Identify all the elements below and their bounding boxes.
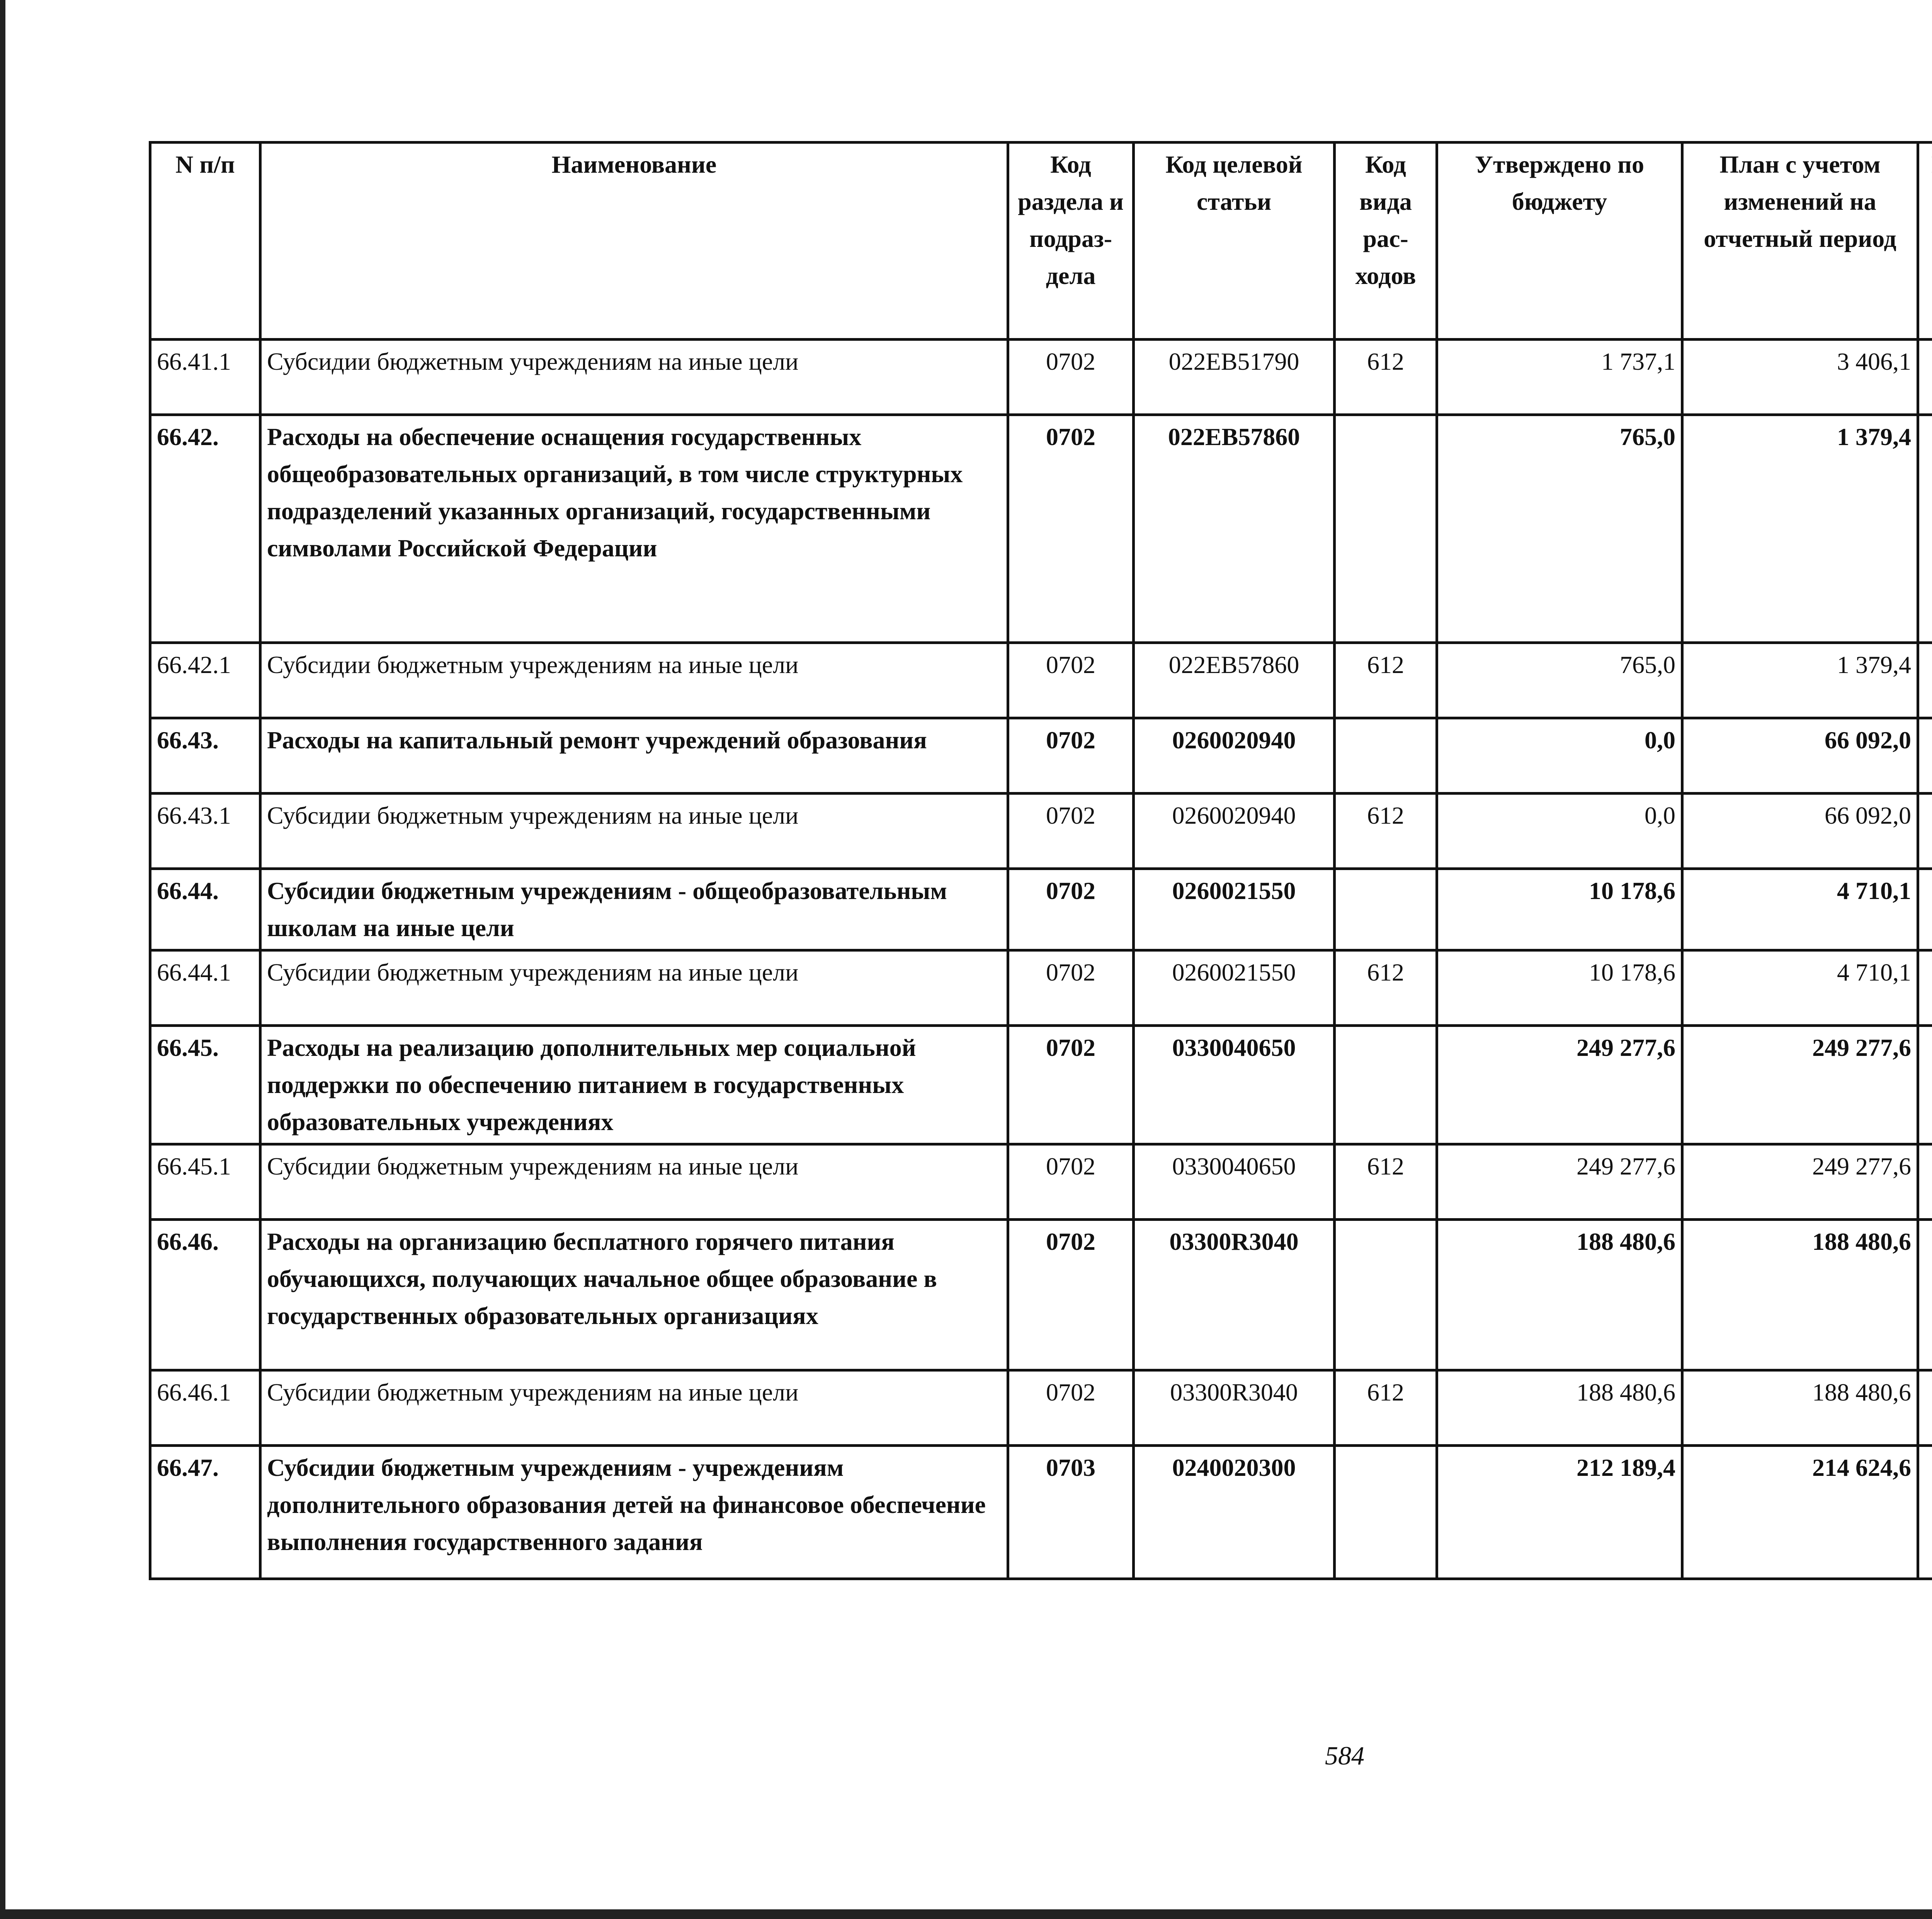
- header-approved: Утверждено по бюджету: [1437, 143, 1682, 340]
- table-row: [150, 340, 1932, 415]
- cell-approved: 0,0: [1437, 794, 1682, 869]
- cell-plan: 188 480,6: [1682, 1220, 1918, 1370]
- cell-name: Субсидии бюджетным учреждениям на иные цели: [260, 1370, 1008, 1446]
- header-expense-kind: Код вида рас-ходов: [1335, 143, 1437, 340]
- cell-kind: 612: [1335, 1370, 1437, 1446]
- header-plan: План с учетом изменений на отчетный период: [1682, 143, 1918, 340]
- table-row: [150, 1026, 1932, 1144]
- cell-section: 0702: [1008, 794, 1134, 869]
- table-row: [150, 643, 1932, 718]
- cell-approved: 249 277,6: [1437, 1144, 1682, 1220]
- cell-executed: [1918, 869, 1932, 950]
- table-row: [150, 869, 1932, 950]
- cell-kind: 612: [1335, 1144, 1437, 1220]
- cell-num: 66.47.: [150, 1446, 260, 1579]
- cell-target: 022ЕВ51790: [1134, 340, 1335, 415]
- cell-target: 0260021550: [1134, 950, 1335, 1026]
- table-row: [150, 1220, 1932, 1370]
- cell-section: 0702: [1008, 1026, 1134, 1144]
- cell-executed: [1918, 718, 1932, 794]
- page-number: 584: [1325, 1741, 1364, 1770]
- cell-plan: 3 406,1: [1682, 340, 1918, 415]
- cell-num: 66.42.: [150, 415, 260, 643]
- cell-kind: 612: [1335, 643, 1437, 718]
- cell-approved: 10 178,6: [1437, 869, 1682, 950]
- cell-section: 0702: [1008, 1144, 1134, 1220]
- cell-name: Субсидии бюджетным учреждениям на иные цели: [260, 643, 1008, 718]
- cell-kind: [1335, 415, 1437, 643]
- budget-table-wrapper: [149, 141, 1932, 1580]
- cell-executed: [1918, 1220, 1932, 1370]
- cell-name: Расходы на капитальный ремонт учреждений образования: [260, 718, 1008, 794]
- cell-executed: [1918, 950, 1932, 1026]
- cell-approved: 1 737,1: [1437, 340, 1682, 415]
- cell-section: 0702: [1008, 1370, 1134, 1446]
- table-row: [150, 718, 1932, 794]
- header-executed: [1918, 143, 1932, 340]
- cell-approved: 0,0: [1437, 718, 1682, 794]
- cell-approved: 10 178,6: [1437, 950, 1682, 1026]
- cell-target: 0260020940: [1134, 794, 1335, 869]
- cell-plan: 4 710,1: [1682, 869, 1918, 950]
- cell-name: Субсидии бюджетным учреждениям - общеобразовательным школам на иные цели: [260, 869, 1008, 950]
- cell-executed: [1918, 643, 1932, 718]
- cell-name: Субсидии бюджетным учреждениям на иные цели: [260, 794, 1008, 869]
- cell-kind: [1335, 1446, 1437, 1579]
- cell-approved: 188 480,6: [1437, 1370, 1682, 1446]
- cell-kind: [1335, 1026, 1437, 1144]
- cell-num: 66.45.1: [150, 1144, 260, 1220]
- cell-executed: [1918, 794, 1932, 869]
- header-target-code: Код целевой статьи: [1134, 143, 1335, 340]
- scan-left-edge: [0, 0, 5, 1919]
- cell-plan: 249 277,6: [1682, 1026, 1918, 1144]
- cell-plan: 249 277,6: [1682, 1144, 1918, 1220]
- cell-plan: 66 092,0: [1682, 794, 1918, 869]
- header-num: N п/п: [150, 143, 260, 340]
- cell-num: 66.44.: [150, 869, 260, 950]
- table-body: [150, 340, 1932, 1579]
- table-row: [150, 1144, 1932, 1220]
- cell-plan: 188 480,6: [1682, 1370, 1918, 1446]
- table-row: [150, 1446, 1932, 1579]
- cell-section: 0702: [1008, 950, 1134, 1026]
- cell-num: 66.46.: [150, 1220, 260, 1370]
- table-row: [150, 1370, 1932, 1446]
- cell-executed: [1918, 1144, 1932, 1220]
- cell-executed: [1918, 1446, 1932, 1579]
- cell-name: Субсидии бюджетным учреждениям на иные цели: [260, 950, 1008, 1026]
- cell-section: 0702: [1008, 1220, 1134, 1370]
- cell-target: 022ЕВ57860: [1134, 643, 1335, 718]
- cell-kind: [1335, 1220, 1437, 1370]
- cell-executed: [1918, 415, 1932, 643]
- cell-num: 66.44.1: [150, 950, 260, 1026]
- cell-kind: [1335, 869, 1437, 950]
- cell-executed: [1918, 1370, 1932, 1446]
- cell-section: 0702: [1008, 415, 1134, 643]
- cell-approved: 765,0: [1437, 415, 1682, 643]
- cell-target: 03300R3040: [1134, 1370, 1335, 1446]
- cell-section: 0703: [1008, 1446, 1134, 1579]
- budget-execution-table: [149, 141, 1932, 1580]
- cell-name: Субсидии бюджетным учреждениям на иные цели: [260, 340, 1008, 415]
- table-row: [150, 794, 1932, 869]
- cell-name: Расходы на реализацию дополнительных мер социальной поддержки по обеспечению питанием в государственных образовательных учреждениях: [260, 1026, 1008, 1144]
- cell-name: Расходы на организацию бесплатного горячего питания обучающихся, получающих начальное общее образование в государственных образовательных организациях: [260, 1220, 1008, 1370]
- cell-num: 66.43.1: [150, 794, 260, 869]
- cell-approved: 765,0: [1437, 643, 1682, 718]
- cell-target: 0260021550: [1134, 869, 1335, 950]
- cell-plan: 66 092,0: [1682, 718, 1918, 794]
- cell-plan: 214 624,6: [1682, 1446, 1918, 1579]
- cell-target: 0330040650: [1134, 1026, 1335, 1144]
- cell-target: 0330040650: [1134, 1144, 1335, 1220]
- cell-plan: 1 379,4: [1682, 643, 1918, 718]
- cell-section: 0702: [1008, 643, 1134, 718]
- cell-name: Субсидии бюджетным учреждениям на иные цели: [260, 1144, 1008, 1220]
- cell-kind: 612: [1335, 950, 1437, 1026]
- header-section-code: Код раздела и подраз-дела: [1008, 143, 1134, 340]
- scan-bottom-edge: [0, 1909, 1932, 1919]
- cell-name: Расходы на обеспечение оснащения государственных общеобразовательных организаций, в том числе структурных подразделений указанных организаций, государственными символами Российской Федерации: [260, 415, 1008, 643]
- cell-num: 66.41.1: [150, 340, 260, 415]
- cell-kind: 612: [1335, 794, 1437, 869]
- cell-target: 022ЕВ57860: [1134, 415, 1335, 643]
- cell-plan: 1 379,4: [1682, 415, 1918, 643]
- cell-num: 66.46.1: [150, 1370, 260, 1446]
- cell-section: 0702: [1008, 869, 1134, 950]
- cell-target: 03300R3040: [1134, 1220, 1335, 1370]
- cell-section: 0702: [1008, 340, 1134, 415]
- cell-num: 66.42.1: [150, 643, 260, 718]
- cell-target: 0260020940: [1134, 718, 1335, 794]
- cell-num: 66.43.: [150, 718, 260, 794]
- header-name: Наименование: [260, 143, 1008, 340]
- cell-name: Субсидии бюджетным учреждениям - учреждениям дополнительного образования детей на финансовое обеспечение выполнения государственного задания: [260, 1446, 1008, 1579]
- cell-approved: 188 480,6: [1437, 1220, 1682, 1370]
- cell-executed: [1918, 340, 1932, 415]
- cell-plan: 4 710,1: [1682, 950, 1918, 1026]
- cell-executed: [1918, 1026, 1932, 1144]
- cell-kind: 612: [1335, 340, 1437, 415]
- cell-target: 0240020300: [1134, 1446, 1335, 1579]
- cell-num: 66.45.: [150, 1026, 260, 1144]
- cell-approved: 249 277,6: [1437, 1026, 1682, 1144]
- table-row: [150, 950, 1932, 1026]
- table-row: [150, 415, 1932, 643]
- cell-kind: [1335, 718, 1437, 794]
- cell-section: 0702: [1008, 718, 1134, 794]
- cell-approved: 212 189,4: [1437, 1446, 1682, 1579]
- table-header: [150, 143, 1932, 340]
